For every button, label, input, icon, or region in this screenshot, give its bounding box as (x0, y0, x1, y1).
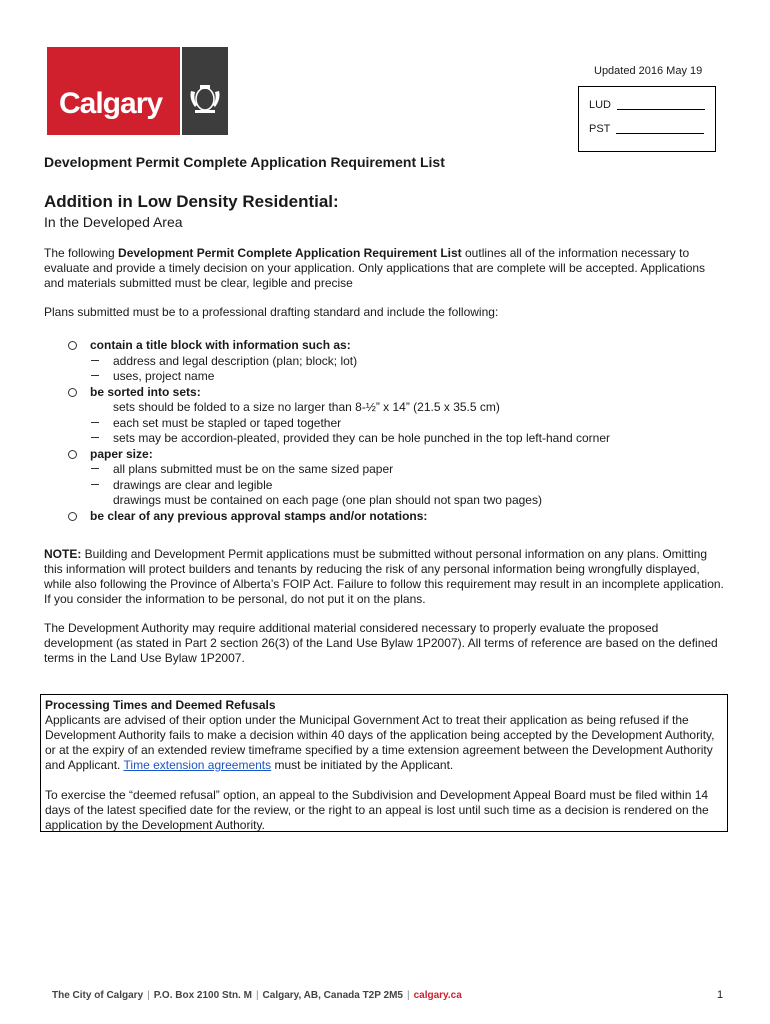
subitem-text: each set must be stapled or taped together (113, 415, 342, 430)
updated-date: Updated 2016 May 19 (594, 65, 703, 77)
lud-row (589, 99, 705, 111)
document-title: Development Permit Complete Application Requirement List (44, 154, 445, 170)
list-item (66, 338, 726, 354)
city-crest-logo (182, 47, 228, 135)
list-subitem (66, 369, 726, 385)
plans-intro: Plans submitted must be to a professional drafting standard and include the following: (44, 305, 499, 319)
lud-pst-box (578, 86, 716, 152)
pst-row (589, 123, 704, 135)
spacer (45, 773, 727, 788)
intro-rest: outlines all of the information necessary to evaluate and provide a timely decision on your application. Only applications that are complete will be accepted. Applications and materials submitted must be clear, legible and precise (44, 246, 706, 290)
intro-bold: Development Permit Complete Application Requirement List (118, 246, 462, 260)
processing-paragraph-1 (45, 713, 727, 773)
lud-line (617, 109, 705, 110)
note-label: NOTE: (44, 547, 82, 561)
footer-separator: | (255, 990, 259, 1001)
footer-org: The City of Calgary (52, 990, 144, 1001)
dash-icon (91, 360, 99, 361)
processing-box (40, 694, 728, 832)
dash-icon (91, 468, 99, 469)
footer-separator: | (406, 990, 410, 1001)
dash-icon (91, 422, 99, 423)
dash-icon (91, 484, 99, 485)
note-paragraph (44, 547, 728, 607)
list-subitem (66, 400, 726, 416)
calgary-logo-wordmark (47, 47, 180, 135)
list-subitem (66, 478, 726, 494)
footer-site-link[interactable]: calgary.ca (413, 990, 462, 1001)
lud-label: LUD (589, 99, 612, 111)
subitem-text: all plans submitted must be on the same sized paper (113, 462, 394, 476)
processing-text: Applicants are advised of their option under the Municipal Government Act to treat their application as being refused if the Development Authority fails to make a decision within 40 days of the application being accepted by the Development Authority, or at the expiry of an extended review timeframe specified by a time extension agreement between the Development Authority and Applicant. (45, 713, 715, 772)
note-text: Building and Development Permit applications must be submitted without personal information on any plans. Omitting this information will protect builders and tenants by reducing the risk of any personal information being wrongfully displayed, while also following the Province of Alberta’s FOIP Act. Failure to follow this requirement may result in an incomplete application. If you consider the information to be personal, do not put it on the plans. (44, 547, 724, 606)
subitem-text: sets may be accordion-pleated, provided they can be hole punched in the top left-hand corner (113, 431, 610, 445)
time-extension-link[interactable]: Time extension agreements (123, 758, 272, 772)
list-subitem (66, 416, 726, 432)
pst-line (616, 133, 704, 134)
footer-separator: | (147, 990, 150, 1001)
dash-icon (91, 437, 99, 438)
page-number: 1 (717, 989, 724, 1001)
bullet-circle-icon (68, 512, 77, 521)
section-subtitle: In the Developed Area (44, 214, 183, 230)
processing-text: must be initiated by the Applicant. (271, 758, 454, 772)
processing-heading: Processing Times and Deemed Refusals (45, 698, 276, 712)
subitem-text: drawings must be contained on each page (one plan should not span two pages) (113, 493, 542, 507)
requirement-label: contain a title block with information such as: (90, 338, 351, 352)
list-item (66, 385, 726, 401)
list-subitem (66, 462, 726, 478)
crest-icon (187, 83, 223, 113)
footer (52, 990, 462, 1001)
pst-label: PST (589, 123, 611, 135)
dash-icon (91, 375, 99, 376)
footer-city: Calgary, AB, Canada T2P 2M5 (262, 990, 403, 1001)
bullet-circle-icon (68, 450, 77, 459)
section-title: Addition in Low Density Residential: (44, 192, 339, 211)
subitem-text: sets should be folded to a size no larger than 8-½” x 14” (21.5 x 35.5 cm) (113, 400, 500, 414)
requirement-label: be sorted into sets: (90, 384, 201, 399)
footer-box: P.O. Box 2100 Stn. M (153, 990, 252, 1001)
subitem-text: address and legal description (plan; block; lot) (113, 353, 358, 368)
intro-lead: The following (44, 246, 119, 260)
subitem-text: drawings are clear and legible (113, 477, 273, 492)
intro-paragraph (44, 246, 728, 291)
logo-wordmark-text: Calgary (59, 87, 163, 120)
requirement-label: be clear of any previous approval stamps and/or notations: (90, 508, 428, 523)
list-subitem (66, 431, 726, 447)
list-subitem (66, 493, 726, 509)
requirement-label: paper size: (90, 446, 153, 461)
bullet-circle-icon (68, 388, 77, 397)
list-item (66, 447, 726, 463)
bullet-circle-icon (68, 341, 77, 350)
requirements-list (66, 338, 726, 524)
list-item (66, 509, 726, 525)
subitem-text: uses, project name (113, 369, 215, 383)
list-subitem (66, 354, 726, 370)
authority-paragraph: The Development Authority may require additional material considered necessary to properly evaluate the proposed development (as stated in Part 2 section 26(3) of the Land Use Bylaw 1P2007). All terms of reference are based on the defined terms in the Land Use Bylaw 1P2007. (44, 621, 718, 665)
processing-paragraph-2: To exercise the “deemed refusal” option, an appeal to the Subdivision and Development Appeal Board must be filed within 14 days of the latest specified date for the review, or the right to an appeal is lost until such time as a decision is rendered on the application by the Development Authority. (45, 788, 709, 832)
